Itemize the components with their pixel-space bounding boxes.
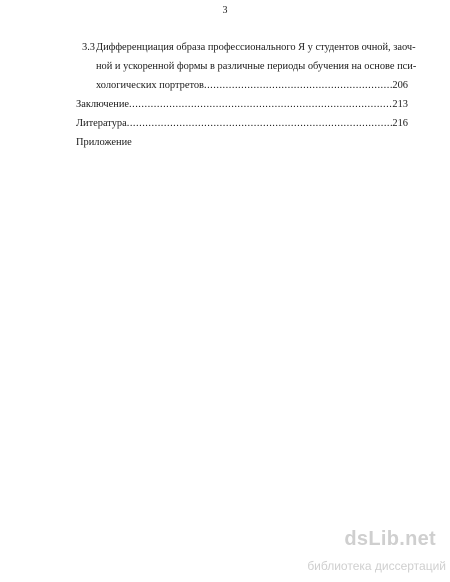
toc-entry-text-line-1: Дифференциация образа профессионального Я у студентов очной, заоч- xyxy=(96,42,416,53)
toc-page-number: 213 xyxy=(392,99,408,110)
toc-entry-label: Литература xyxy=(76,118,127,129)
toc-page-number: 216 xyxy=(392,118,408,129)
toc-entry-literature xyxy=(76,114,408,133)
dot-leader xyxy=(204,76,392,95)
toc-page-number: 206 xyxy=(392,80,408,91)
toc-entry-3-3 xyxy=(76,38,417,95)
toc-entry-conclusion xyxy=(76,95,408,114)
toc-line-literature xyxy=(76,114,408,133)
toc-entry-appendix xyxy=(76,133,408,152)
dot-leader xyxy=(127,114,393,133)
watermark-logo: dsLib.net xyxy=(344,528,436,550)
toc-line-conclusion xyxy=(76,95,408,114)
watermark xyxy=(300,528,450,582)
dot-leader xyxy=(129,95,392,114)
toc-entry-label: Приложение xyxy=(76,137,132,148)
table-of-contents xyxy=(76,38,417,152)
toc-entry-number: 3.3 xyxy=(82,42,95,53)
toc-entry-text-line-2: ной и ускоренной формы в различные периоды обучения на основе пси- xyxy=(96,61,417,72)
page-number: 3 xyxy=(222,5,228,16)
toc-entry-title-end: хологических портретов xyxy=(96,80,204,91)
toc-entry-label: Заключение xyxy=(76,99,129,110)
watermark-subtitle: библиотека диссертаций xyxy=(307,559,446,573)
toc-entry-text-line-3 xyxy=(76,76,408,95)
